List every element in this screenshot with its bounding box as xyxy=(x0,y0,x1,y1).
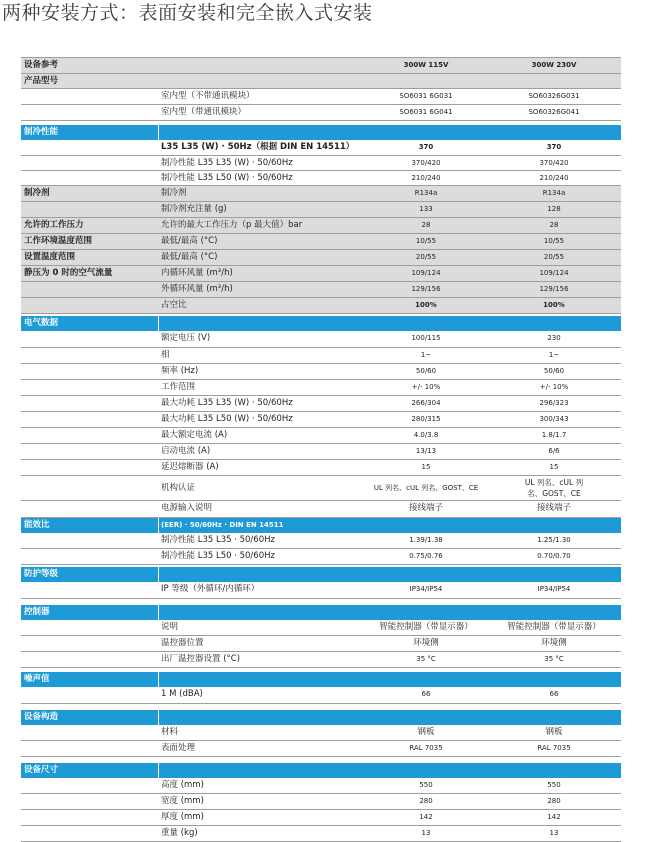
row-item: 延迟熔断器 (A) xyxy=(161,462,219,472)
row-value-230v: 20/55 xyxy=(543,253,565,261)
bar-divider xyxy=(158,518,159,533)
row-value-115v: 环境侧 xyxy=(413,638,439,648)
row-value-115v: 129/156 xyxy=(411,285,441,293)
row-value-230v: 50/60 xyxy=(543,367,565,375)
table-row xyxy=(21,89,621,105)
table-row xyxy=(21,794,621,810)
row-value-115v: 370 xyxy=(418,143,434,151)
row-value-230v: 0.70/0.70 xyxy=(537,552,571,560)
efficiency-subheader: (EER) · 50/60Hz · DIN EN 14511 xyxy=(161,521,284,529)
row-item: 制冷性能 L35 L35 · 50/60Hz xyxy=(161,535,275,545)
row-item: 占空比 xyxy=(161,300,187,310)
table-row xyxy=(21,105,621,121)
row-value-230v: 15 xyxy=(549,463,559,471)
bar-divider xyxy=(158,567,159,582)
section-efficiency xyxy=(21,518,621,533)
section-noise xyxy=(21,672,621,687)
row-item: 厚度 (mm) xyxy=(161,812,204,822)
table-row xyxy=(21,234,621,250)
row-value-115v: IP34/IP54 xyxy=(409,585,443,593)
table-row xyxy=(21,533,621,549)
table-row xyxy=(21,331,621,348)
row-value-230v xyxy=(489,477,619,499)
row-value-115v: 1~ xyxy=(420,351,432,359)
row-value-230v: 接线端子 xyxy=(536,503,571,513)
row-item: 制冷剂充注量 (g) xyxy=(161,204,227,214)
row-value-115v: 35 °C xyxy=(416,655,436,663)
bar-divider xyxy=(158,763,159,778)
row-item: 机构认证 xyxy=(161,483,196,493)
row-value-115v: 13/13 xyxy=(415,447,437,455)
table-row xyxy=(21,364,621,380)
row-item: 工作范围 xyxy=(161,382,196,392)
row-value-115v: 280/315 xyxy=(411,415,441,423)
row-item: IP 等级（外循环/内循环） xyxy=(161,584,260,594)
section-title: 设备尺寸 xyxy=(24,765,59,775)
row-item: 频率 (Hz) xyxy=(161,366,199,376)
row-item: 最大额定电流 (A) xyxy=(161,430,228,440)
row-value-115v: +/- 10% xyxy=(411,383,441,391)
row-value-115v: 370/420 xyxy=(411,159,441,167)
table-row xyxy=(21,266,621,282)
table-row xyxy=(21,156,621,171)
row-value-230v: 142 xyxy=(547,813,561,821)
row-value-230v: 550 xyxy=(547,781,561,789)
row-item: 宽度 (mm) xyxy=(161,796,204,806)
row-item: 重量 (kg) xyxy=(161,828,198,838)
row-item: 1 M (dBA) xyxy=(161,689,203,699)
header-col-230v: 300W 230V xyxy=(531,61,577,69)
table-row xyxy=(21,549,621,565)
row-value-230v: 370 xyxy=(546,143,562,151)
table-row xyxy=(21,218,621,234)
row-item: 启动电流 (A) xyxy=(161,446,211,456)
table-row xyxy=(21,380,621,396)
table-row xyxy=(21,396,621,412)
section-construction xyxy=(21,710,621,725)
row-value-115v: 28 xyxy=(421,221,431,229)
row-item: 说明 xyxy=(161,622,179,632)
row-value-230v: 370/420 xyxy=(539,159,569,167)
row-value-115v: 133 xyxy=(419,205,433,213)
row-value-230v: 35 °C xyxy=(544,655,564,663)
row-value-230v: +/- 10% xyxy=(539,383,569,391)
row-value-230v: 296/323 xyxy=(539,399,569,407)
section-controller xyxy=(21,605,621,620)
row-value-115v: 13 xyxy=(421,829,431,837)
row-value-230v: 13 xyxy=(549,829,559,837)
row-value-115v: 550 xyxy=(419,781,433,789)
row-value-115v: SO6031 6G041 xyxy=(399,108,453,116)
bar-divider xyxy=(158,672,159,687)
header-col-115v: 300W 115V xyxy=(403,61,449,69)
row-value-230v: 10/55 xyxy=(543,237,565,245)
row-value-115v: 智能控制器（带显示器） xyxy=(379,622,473,632)
row-value-230v: 109/124 xyxy=(539,269,569,277)
row-value-115v: 109/124 xyxy=(411,269,441,277)
row-value-115v: RAL 7035 xyxy=(409,744,443,752)
cert-line-1: UL 列名、cUL 列 xyxy=(524,478,584,487)
row-item: 最低/最高 (°C) xyxy=(161,252,218,262)
section-protection xyxy=(21,567,621,582)
table-row xyxy=(21,476,621,501)
table-row xyxy=(21,810,621,826)
row-item: 制冷性能 L35 L50 (W) · 50/60Hz xyxy=(161,173,293,183)
table-row xyxy=(21,501,621,518)
row-item: 出厂温控器设置 (°C) xyxy=(161,654,241,664)
row-value-115v: 142 xyxy=(419,813,433,821)
row-value-230v: 128 xyxy=(547,205,561,213)
row-item: 表面处理 xyxy=(161,743,196,753)
table-row xyxy=(21,741,621,757)
row-item: 材料 xyxy=(161,727,179,737)
cert-line-2: 名、GOST、CE xyxy=(527,489,581,498)
row-value-115v: 1.39/1.38 xyxy=(409,536,443,544)
row-item: 制冷性能 L35 L50 · 50/60Hz xyxy=(161,551,275,561)
table-row xyxy=(21,250,621,266)
row-item: 最大功耗 L35 L50 (W) · 50/60Hz xyxy=(161,414,293,424)
section-title: 电气数据 xyxy=(24,318,59,328)
section-title: 噪声值 xyxy=(24,674,50,684)
row-category: 允许的工作压力 xyxy=(24,220,84,230)
row-value-115v: 50/60 xyxy=(415,367,437,375)
page-heading: 两种安装方式：表面安装和完全嵌入式安装 xyxy=(2,2,373,24)
table-header-row xyxy=(21,57,621,74)
row-item: 温控器位置 xyxy=(161,638,204,648)
row-item: 电源输入说明 xyxy=(161,503,213,513)
row-value-230v: 钢板 xyxy=(545,727,563,737)
row-value-115v: 210/240 xyxy=(411,174,441,182)
row-value-230v: 66 xyxy=(549,690,559,698)
row-value-115v: SO6031 6G031 xyxy=(399,92,453,100)
row-item: 最大功耗 L35 L35 (W) · 50/60Hz xyxy=(161,398,293,408)
model-label: 产品型号 xyxy=(24,76,59,86)
table-row xyxy=(21,687,621,704)
table-row xyxy=(21,636,621,652)
table-row xyxy=(21,140,621,156)
table-row xyxy=(21,582,621,599)
row-value-115v: 钢板 xyxy=(417,727,435,737)
table-row xyxy=(21,620,621,636)
table-row xyxy=(21,778,621,794)
section-electrical xyxy=(21,316,621,331)
row-value-115v: 100/115 xyxy=(411,334,441,342)
row-item: L35 L35 (W) · 50Hz（根据 DIN EN 14511） xyxy=(161,142,355,152)
table-row xyxy=(21,186,621,202)
table-row xyxy=(21,826,621,842)
model-label-row xyxy=(21,74,621,89)
table-row xyxy=(21,444,621,460)
row-value-230v: IP34/IP54 xyxy=(537,585,571,593)
row-value-115v: 0.75/0.76 xyxy=(409,552,443,560)
row-value-115v: 15 xyxy=(421,463,431,471)
row-value-115v: 20/55 xyxy=(415,253,437,261)
table-row xyxy=(21,348,621,364)
row-item: 允许的最大工作压力（p 最大值）bar xyxy=(161,220,303,230)
row-value-115v: 接线端子 xyxy=(408,503,443,513)
section-title: 防护等级 xyxy=(24,569,59,579)
row-item: 室内型（带通讯模块） xyxy=(161,107,247,117)
section-title: 设备构造 xyxy=(24,712,59,722)
bar-divider xyxy=(158,125,159,140)
row-value-115v: 10/55 xyxy=(415,237,437,245)
row-value-230v: 210/240 xyxy=(539,174,569,182)
row-value-230v: 6/6 xyxy=(548,447,560,455)
section-title: 制冷性能 xyxy=(24,127,59,137)
section-title: 能效比 xyxy=(24,520,50,530)
row-item: 额定电压 (V) xyxy=(161,333,211,343)
row-item: 高度 (mm) xyxy=(161,780,204,790)
section-dimensions xyxy=(21,763,621,778)
row-value-115v: 280 xyxy=(419,797,433,805)
header-label: 设备参考 xyxy=(24,60,59,70)
row-value-230v: RAL 7035 xyxy=(537,744,571,752)
row-item: 制冷剂 xyxy=(161,188,187,198)
row-value-230v: 300/343 xyxy=(539,415,569,423)
table-row xyxy=(21,298,621,314)
row-value-115v: 66 xyxy=(421,690,431,698)
row-value-115v: R134a xyxy=(414,189,438,197)
row-value-230v: SO60326G041 xyxy=(528,108,580,116)
row-value-230v: 智能控制器（带显示器） xyxy=(507,622,601,632)
row-value-230v: 1~ xyxy=(548,351,560,359)
row-item: 最低/最高 (°C) xyxy=(161,236,218,246)
row-value-230v: 280 xyxy=(547,797,561,805)
row-item: 内循环风量 (m³/h) xyxy=(161,268,233,278)
row-item: 室内型（不带通讯模块） xyxy=(161,91,255,101)
spec-table xyxy=(21,57,621,842)
row-category: 制冷剂 xyxy=(24,188,50,198)
bar-divider xyxy=(158,605,159,620)
row-category: 设置温度范围 xyxy=(24,252,76,262)
row-value-230v: 230 xyxy=(547,334,561,342)
row-category: 静压为 0 时的空气流量 xyxy=(24,268,113,278)
section-title: 控制器 xyxy=(24,607,50,617)
table-row xyxy=(21,412,621,428)
row-value-230v: SO60326G031 xyxy=(528,92,580,100)
row-category: 工作环境温度范围 xyxy=(24,236,93,246)
table-row xyxy=(21,171,621,186)
row-item: 相 xyxy=(161,350,170,360)
row-value-230v: 100% xyxy=(543,301,565,309)
row-value-115v: 4.0/3.8 xyxy=(413,431,439,439)
row-value-230v: 1.25/1.30 xyxy=(537,536,571,544)
table-row xyxy=(21,460,621,476)
table-row xyxy=(21,202,621,218)
row-value-230v: 129/156 xyxy=(539,285,569,293)
row-value-230v: R134a xyxy=(542,189,566,197)
row-value-115v: 266/304 xyxy=(411,399,441,407)
table-row xyxy=(21,725,621,741)
row-value-230v: 环境侧 xyxy=(541,638,567,648)
row-value-230v: 28 xyxy=(549,221,559,229)
row-item: 外循环风量 (m³/h) xyxy=(161,284,233,294)
table-row xyxy=(21,652,621,668)
row-value-230v: 1.8/1.7 xyxy=(541,431,567,439)
row-value-115v: UL 列名、cUL 列名、GOST、CE xyxy=(373,484,479,492)
table-row xyxy=(21,282,621,298)
row-item: 制冷性能 L35 L35 (W) · 50/60Hz xyxy=(161,158,293,168)
table-row xyxy=(21,428,621,444)
section-cooling xyxy=(21,125,621,140)
bar-divider xyxy=(158,316,159,331)
row-value-115v: 100% xyxy=(415,301,437,309)
bar-divider xyxy=(158,710,159,725)
